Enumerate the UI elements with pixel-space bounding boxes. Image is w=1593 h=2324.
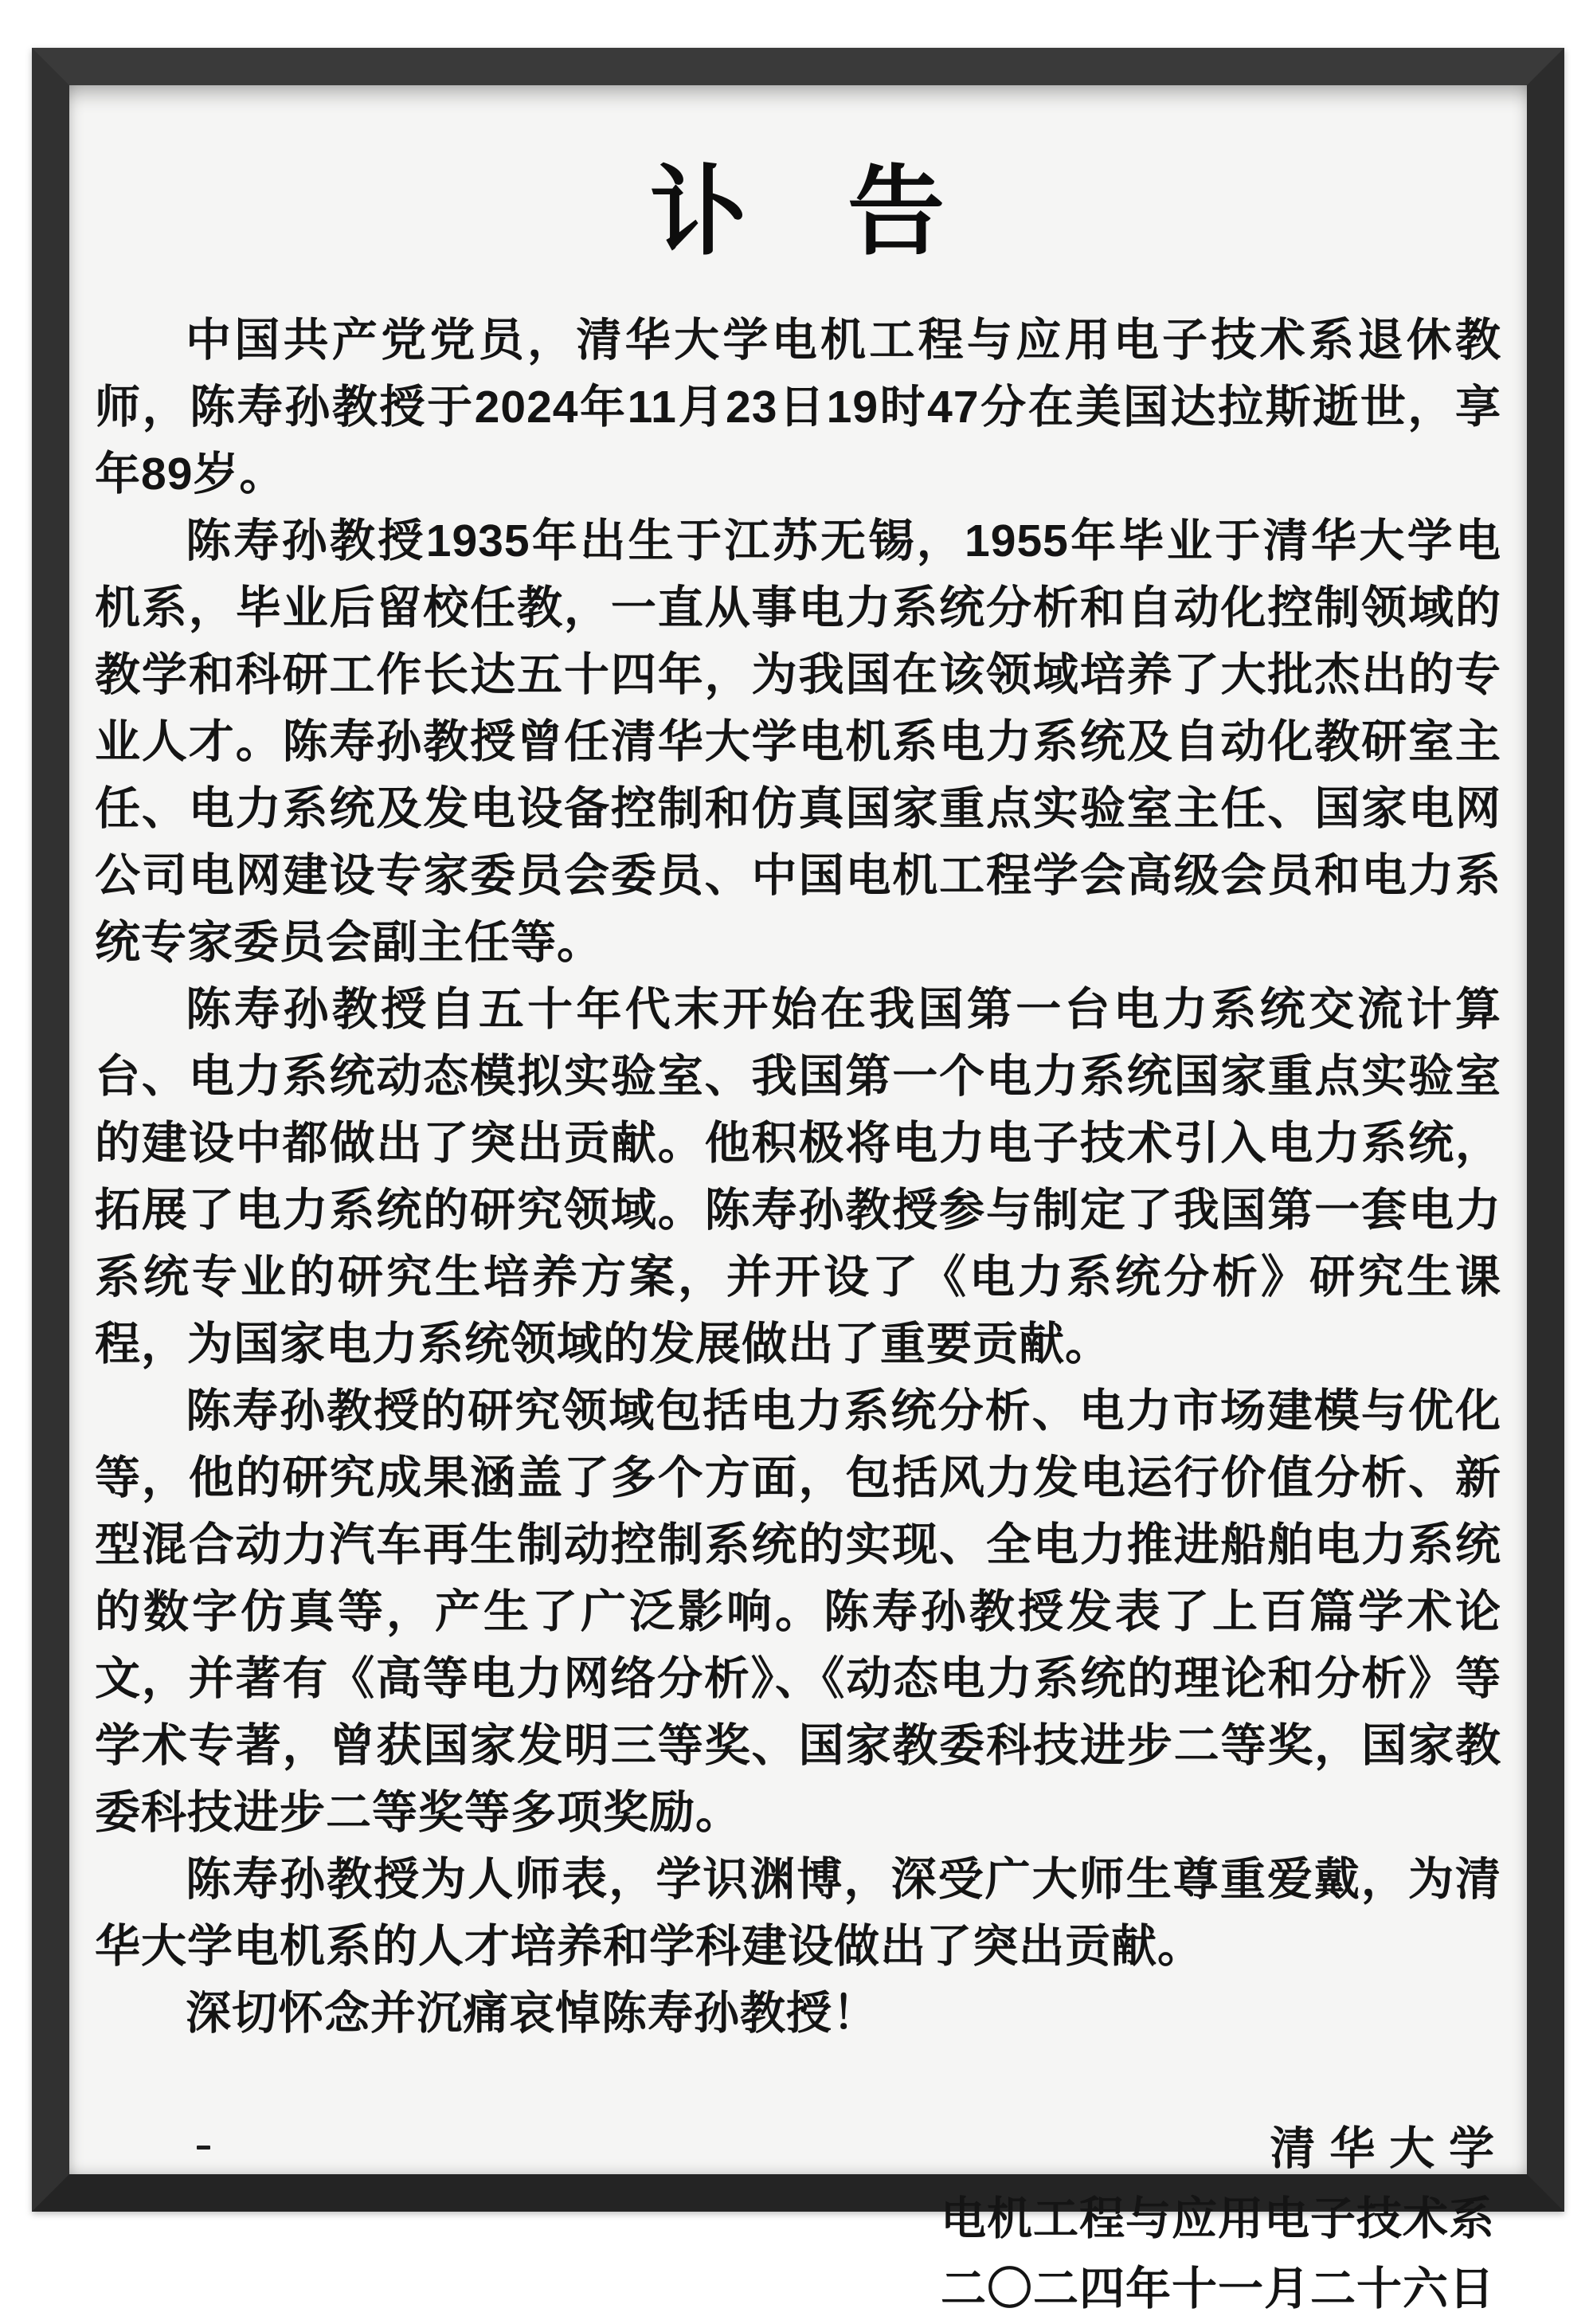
notice-paragraph-career: 陈寿孙教授1935年出生于江苏无锡，1955年毕业于清华大学电机系，毕业后留校任教，一直从事电力系统分析和自动化控制领域的教学和科研工作长达五十四年，为我国在该领域培养了大批杰出的专业人才。陈寿孙教授曾任清华大学电机系电力系统及自动化教研室主任、电力系统及发电设备控制和仿真国家重点实验室主任、国家电网公司电网建设专家委员会委员、中国电机工程学会高级会员和电力系统专家委员会副主任等。 xyxy=(95,515,1501,968)
notice-paper xyxy=(69,85,1527,2314)
picture-frame xyxy=(32,48,1564,2314)
notice-paragraph-contributions: 陈寿孙教授自五十年代末开始在我国第一台电力系统交流计算台、电力系统动态模拟实验室、我国第一个电力系统国家重点实验室的建设中都做出了突出贡献。他积极将电力电子技术引入电力系统，拓展了电力系统的研究领域。陈寿孙教授参与制定了我国第一套电力系统专业的研究生培养方案，并开设了《电力系统分析》研究生课程，为国家电力系统领域的发展做出了重要贡献。 xyxy=(95,984,1501,1370)
signature-date: 二〇二四年十一月二十六日 xyxy=(941,2263,1495,2314)
notice-paragraph-legacy: 陈寿孙教授为人师表，学识渊博，深受广大师生尊重爱戴，为清华大学电机系的人才培养和学科建设做出了突出贡献。 xyxy=(95,1854,1501,1972)
notice-body xyxy=(95,307,1501,2047)
notice-paragraph-death: 中国共产党党员，清华大学电机工程与应用电子技术系退休教师，陈寿孙教授于2024年11月23日19时47分在美国达拉斯逝世，享年89岁。 xyxy=(95,315,1501,500)
notice-paragraph-mourning: 深切怀念并沉痛哀悼陈寿孙教授！ xyxy=(186,1988,879,2039)
notice-title: 讣 告 xyxy=(650,158,946,266)
signature-block xyxy=(95,2114,1501,2324)
stray-ink-mark xyxy=(197,2146,210,2150)
signature-department: 电机工程与应用电子技术系 xyxy=(941,2193,1495,2244)
notice-paragraph-research: 陈寿孙教授的研究领域包括电力系统分析、电力市场建模与优化等，他的研究成果涵盖了多个方面，包括风力发电运行价值分析、新型混合动力汽车再生制动控制系统的实现、全电力推进船舶电力系统的数字仿真等，产生了广泛影响。陈寿孙教授发表了上百篇学术论文，并著有《高等电力网络分析》、《动态电力系统的理论和分析》等学术专著，曾获国家发明三等奖、国家教委科技进步二等奖，国家教委科技进步二等奖等多项奖励。 xyxy=(95,1385,1501,1838)
signature-university: 清 华 大 学 xyxy=(1270,2123,1495,2174)
